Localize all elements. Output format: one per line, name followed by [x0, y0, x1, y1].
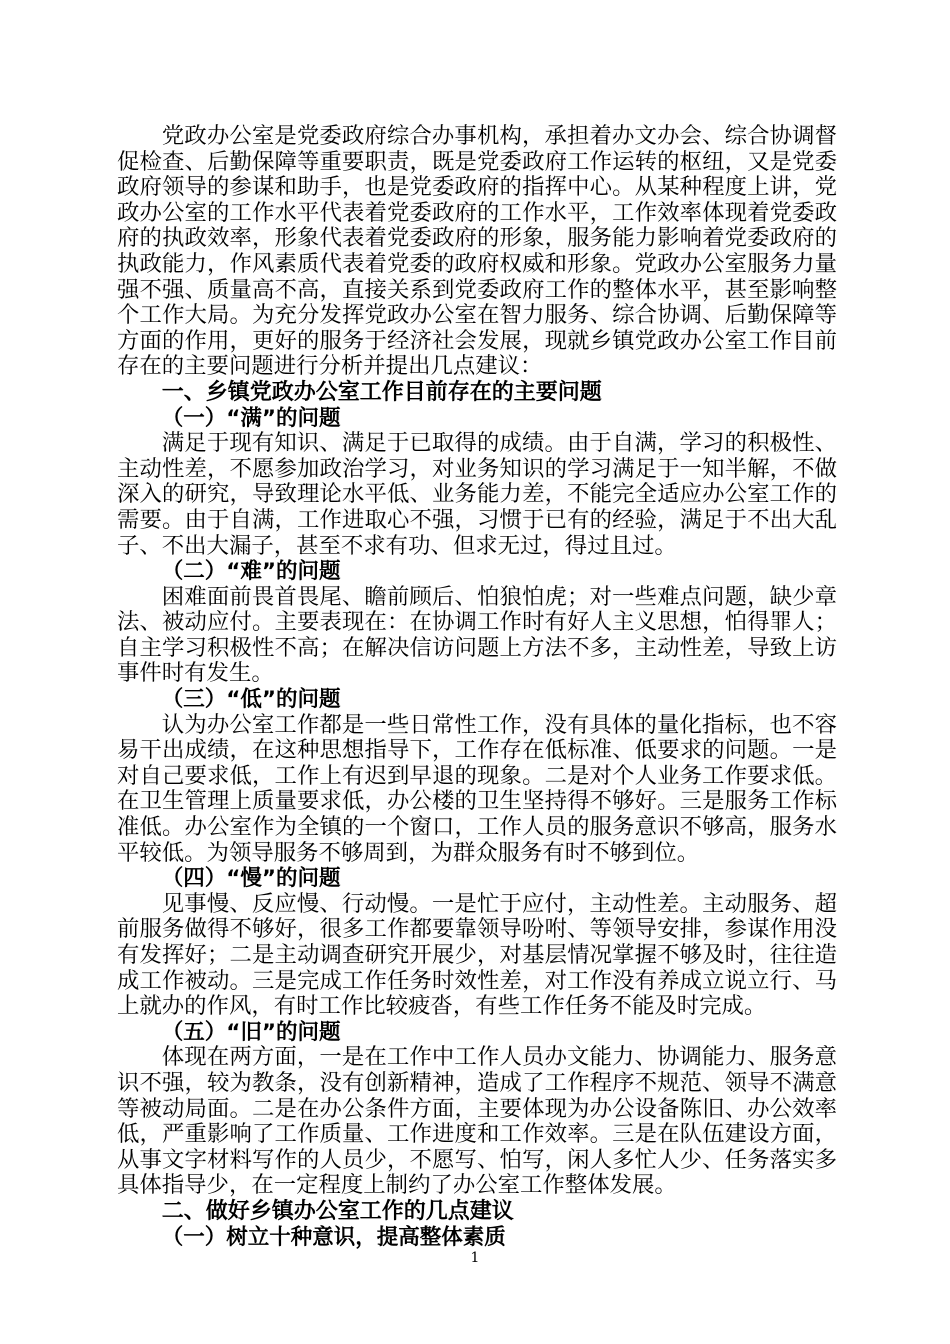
paragraph-man-slow: 见事慢、反应慢、行动慢。一是忙于应付，主动性差。主动服务、超前服务做得不够好，很多工作都要靠领导吩咐、等领导安排，参谋作用没有发挥好；二是主动调查研究开展少，对基层情况掌握不够及时，往往造成工作被动。三是完成工作任务时效性差，对工作没有养成立说立行、马上就办的作风，有时工作比较疲沓，有些工作任务不能及时完成。 — [117, 890, 837, 1020]
page-number: 1 — [470, 1250, 480, 1266]
paragraph-di: 认为办公室工作都是一些日常性工作，没有具体的量化指标，也不容易干出成绩，在这种思想指导下，工作存在低标准、低要求的问题。一是对自己要求低，工作上有迟到早退的现象。二是对个人业务工作要求低。在卫生管理上质量要求低，办公楼的卫生坚持得不够好。三是服务工作标准低。办公室作为全镇的一个窗口，工作人员的服务意识不够高，服务水平较低。为领导服务不够周到，为群众服务有时不够到位。 — [117, 711, 837, 866]
document-body — [117, 124, 837, 1250]
intro-paragraph: 党政办公室是党委政府综合办事机构，承担着办文办会、综合协调督促检查、后勤保障等重要职责，既是党委政府工作运转的枢纽，又是党委政府领导的参谋和助手，也是党委政府的指挥中心。从某种程度上讲，党政办公室的工作水平代表着党委政府的工作水平，工作效率体现着党委政府的执政效率，形象代表着党委政府的形象，服务能力影响着党委政府的执政能力，作风素质代表着党委的政府权威和形象。党政办公室服务力量强不强、质量高不高，直接关系到党委政府工作的整体水平，甚至影响整个工作大局。为充分发挥党政办公室在智力服务、综合协调、后勤保障等方面的作用，更好的服务于经济社会发展，现就乡镇党政办公室工作目前存在的主要问题进行分析并提出几点建议： — [117, 123, 837, 380]
subsection-heading-man-slow: （四）“慢”的问题 — [161, 866, 341, 892]
paragraph-jiu: 体现在两方面，一是在工作中工作人员办文能力、协调能力、服务意识不强，较为教条，没有创新精神，造成了工作程序不规范、领导不满意等被动局面。二是在办公条件方面，主要体现为办公设备陈旧、办公效率低，严重影响了工作质量、工作进度和工作效率。三是在队伍建设方面，从事文字材料写作的人员少，不愿写、怕写，闲人多忙人少、任务落实多具体指导少，在一定程度上制约了办公室工作整体发展。 — [117, 1044, 837, 1199]
section-heading-1: 一、乡镇党政办公室工作目前存在的主要问题 — [161, 379, 602, 405]
subsection-heading-man: （一）“满”的问题 — [161, 405, 341, 431]
paragraph-man: 满足于现有知识、满足于已取得的成绩。由于自满，学习的积极性、主动性差，不愿参加政治学习，对业务知识的学习满足于一知半解，不做深入的研究，导致理论水平低、业务能力差，不能完全适应办公室工作的需要。由于自满，工作进取心不强，习惯于已有的经验，满足于不出大乱子、不出大漏子，甚至不求有功、但求无过，得过且过。 — [117, 430, 837, 559]
subsection-heading-ten-awareness: （一）树立十种意识，提高整体素质 — [161, 1224, 506, 1250]
subsection-heading-jiu: （五）“旧”的问题 — [161, 1019, 341, 1045]
subsection-heading-di: （三）“低”的问题 — [161, 687, 341, 713]
subsection-heading-nan: （二）“难”的问题 — [161, 559, 341, 585]
paragraph-nan: 困难面前畏首畏尾、瞻前顾后、怕狼怕虎；对一些难点问题，缺少章法、被动应付。主要表现在：在协调工作时有好人主义思想，怕得罪人；自主学习积极性不高；在解决信访问题上方法不多，主动性差，导致上访事件时有发生。 — [117, 583, 837, 687]
section-heading-2: 二、做好乡镇办公室工作的几点建议 — [161, 1198, 514, 1224]
